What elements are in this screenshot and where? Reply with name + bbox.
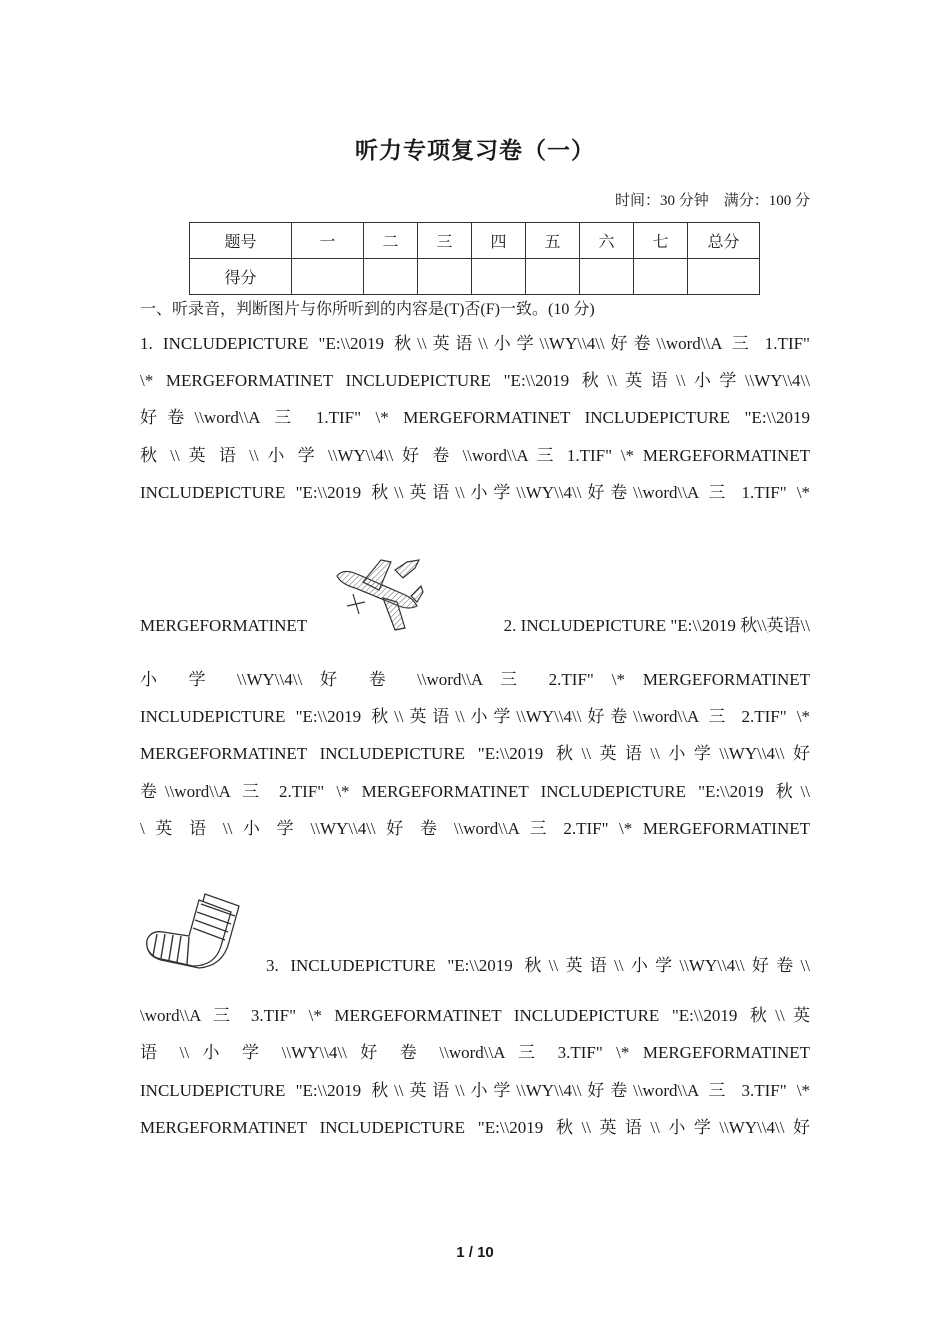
socks-picture [143, 890, 247, 972]
table-cell: 一 [292, 223, 364, 259]
table-cell: 总分 [688, 223, 760, 259]
score-table [189, 222, 760, 295]
table-cell: 六 [580, 223, 634, 259]
text-line: MERGEFORMATINET [140, 616, 308, 635]
text-line: \* MERGEFORMATINET INCLUDEPICTURE "E:\\2019 秋\\英语\\小学\\WY\\4\\ [140, 371, 810, 390]
table-cell: 三 [418, 223, 472, 259]
text-line: \ 英 语 \\ 小 学 \\WY\\4\\ 好 卷 \\word\\A 三 2.TIF" \* MERGEFORMATINET [140, 819, 810, 838]
section-heading: 一、听录音，判断图片与你所听到的内容是(T)否(F)一致。(10 分) [140, 301, 595, 318]
score-field[interactable] [526, 259, 580, 295]
text-line: INCLUDEPICTURE "E:\\2019 秋\\英语\\小学\\WY\\4\\好卷\\word\\A 三 2.TIF" \* [140, 707, 810, 726]
text-line: MERGEFORMATINET INCLUDEPICTURE "E:\\2019 秋\\英语\\小学\\WY\\4\\好 [140, 744, 810, 763]
score-field[interactable] [472, 259, 526, 295]
text-line: 语 \\ 小 学 \\WY\\4\\ 好 卷 \\word\\A 三 3.TIF" \* MERGEFORMATINET [140, 1043, 810, 1062]
table-cell: 七 [634, 223, 688, 259]
score-table-header-row [190, 223, 760, 259]
text-line: 卷\\word\\A 三 2.TIF" \* MERGEFORMATINET INCLUDEPICTURE "E:\\2019 秋\\ [140, 782, 810, 801]
table-cell: 五 [526, 223, 580, 259]
table-cell: 得分 [190, 259, 292, 295]
text-line: 秋 \\ 英 语 \\ 小 学 \\WY\\4\\ 好 卷 \\word\\A 三 1.TIF" \* MERGEFORMATINET [140, 446, 810, 465]
text-line: MERGEFORMATINET INCLUDEPICTURE "E:\\2019 秋\\英语\\小学\\WY\\4\\好 [140, 1118, 810, 1137]
score-table-score-row [190, 259, 760, 295]
table-cell: 四 [472, 223, 526, 259]
table-cell: 二 [364, 223, 418, 259]
text-line: INCLUDEPICTURE "E:\\2019 秋\\英语\\小学\\WY\\4\\好卷\\word\\A 三 3.TIF" \* [140, 1081, 810, 1100]
airplane-picture [333, 556, 425, 634]
score-field[interactable] [292, 259, 364, 295]
table-cell: 题号 [190, 223, 292, 259]
page-title: 听力专项复习卷（一） [355, 138, 595, 164]
text-line: 1. INCLUDEPICTURE "E:\\2019 秋\\英语\\小学\\WY\\4\\好卷\\word\\A 三 1.TIF" [140, 334, 810, 353]
score-field[interactable] [364, 259, 418, 295]
text-line: 好卷\\word\\A 三 1.TIF" \* MERGEFORMATINET INCLUDEPICTURE "E:\\2019 [140, 408, 810, 427]
score-field[interactable] [418, 259, 472, 295]
page-number: 1 / 10 [456, 1244, 494, 1261]
text-line: \word\\A 三 3.TIF" \* MERGEFORMATINET INCLUDEPICTURE "E:\\2019 秋\\英 [140, 1006, 810, 1025]
exam-meta: 时间：30 分钟 满分：100 分 [614, 193, 810, 209]
score-field[interactable] [688, 259, 760, 295]
score-field[interactable] [634, 259, 688, 295]
text-line: 2. INCLUDEPICTURE "E:\\2019 秋\\英语\\ [503, 616, 810, 635]
text-line: 小 学 \\WY\\4\\ 好 卷 \\word\\A 三 2.TIF" \* MERGEFORMATINET [140, 670, 810, 689]
text-line: 3. INCLUDEPICTURE "E:\\2019 秋\\英语\\小学\\WY\\4\\好卷\\ [266, 956, 810, 975]
text-line: INCLUDEPICTURE "E:\\2019 秋\\英语\\小学\\WY\\4\\好卷\\word\\A 三 1.TIF" \* [140, 483, 810, 502]
score-field[interactable] [580, 259, 634, 295]
